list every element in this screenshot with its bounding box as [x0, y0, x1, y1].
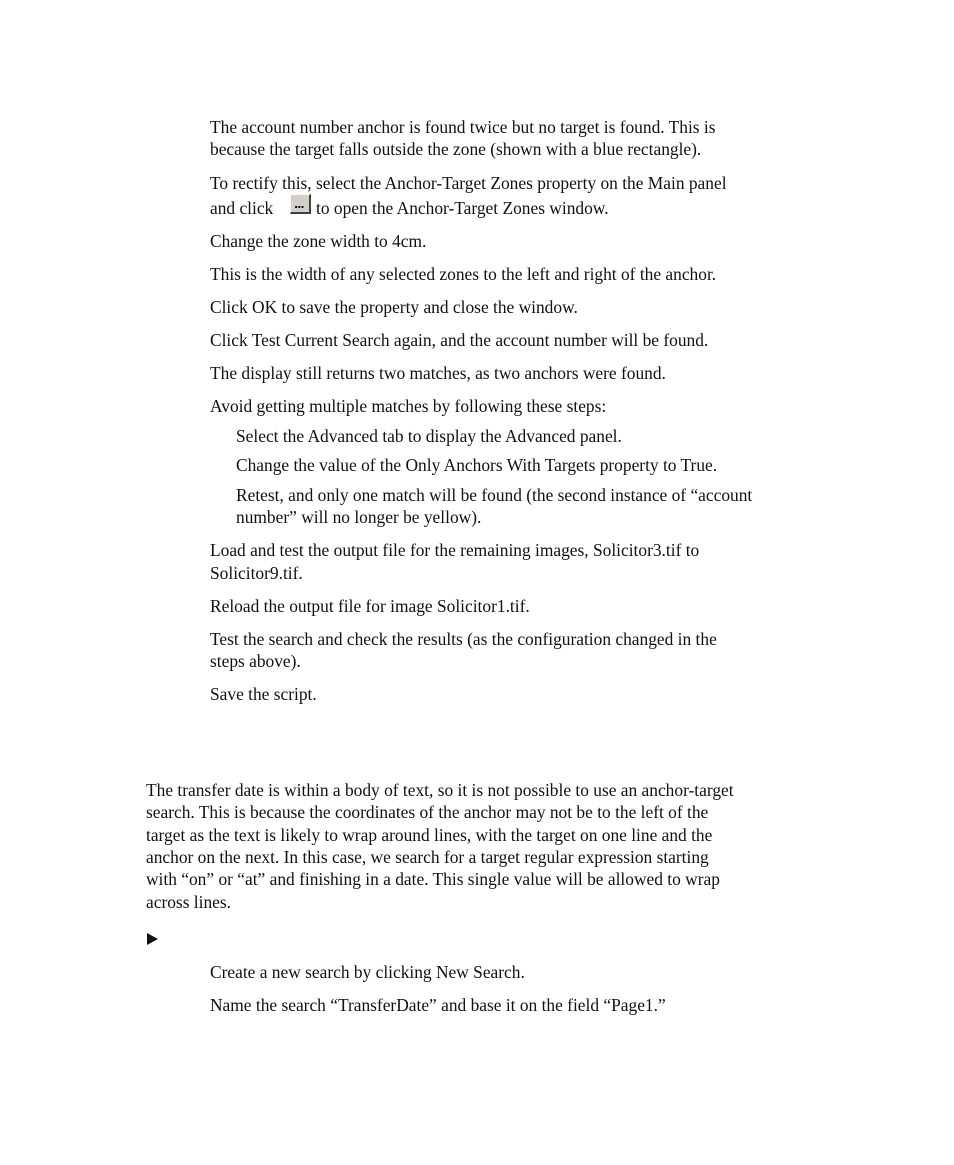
step-text: Avoid getting multiple matches by following these steps: — [210, 396, 607, 416]
intro-paragraph-line: with “on” or “at” and finishing in a date. This single value will be allowed to wrap — [146, 869, 720, 889]
step-text: Test the search and check the results (as the configuration changed in the — [210, 629, 717, 649]
step-text: The display still returns two matches, as two anchors were found. — [210, 363, 666, 383]
intro-paragraph-line: across lines. — [146, 892, 232, 912]
intro-paragraph-line: search. This is because the coordinates of the anchor may not be to the left of the — [146, 802, 709, 822]
substep-text: number” will no longer be yellow). — [236, 507, 482, 527]
step-text: Load and test the output file for the remaining images, Solicitor3.tif to — [210, 540, 700, 560]
step-text: This is the width of any selected zones to the left and right of the anchor. — [210, 264, 717, 284]
intro-paragraph-line: anchor on the next. In this case, we search for a target regular expression starting — [146, 847, 709, 867]
intro-paragraph-line: target as the text is likely to wrap around lines, with the target on one line and the — [146, 825, 713, 845]
ellipsis-dots: ... — [294, 198, 304, 211]
substep-text: Select the Advanced tab to display the Advanced panel. — [236, 426, 622, 446]
step-text: Reload the output file for image Solicitor1.tif. — [210, 596, 530, 616]
substep-text: Retest, and only one match will be found (the second instance of “account — [236, 485, 753, 505]
step-text: steps above). — [210, 651, 301, 671]
step-text: Click Test Current Search again, and the account number will be found. — [210, 330, 709, 350]
step-text: Change the zone width to 4cm. — [210, 231, 427, 251]
step-text: The account number anchor is found twice but no target is found. This is — [210, 117, 716, 137]
intro-paragraph-line: The transfer date is within a body of text, so it is not possible to use an anchor-target — [146, 780, 734, 800]
step-text: To rectify this, select the Anchor-Target Zones property on the Main panel — [210, 173, 727, 193]
ellipsis-button-icon — [290, 194, 311, 214]
step-text: because the target falls outside the zone (shown with a blue rectangle). — [210, 139, 702, 159]
step-text: Solicitor9.tif. — [210, 563, 303, 583]
step-text: Create a new search by clicking New Search. — [210, 962, 525, 982]
substep-text: Change the value of the Only Anchors With Targets property to True. — [236, 455, 718, 475]
step-text: Name the search “TransferDate” and base it on the field “Page1.” — [210, 995, 666, 1015]
triangle-right-icon — [147, 933, 158, 945]
step-text: Save the script. — [210, 684, 317, 704]
step-text: and click — [210, 198, 274, 218]
step-text: to open the Anchor-Target Zones window. — [316, 198, 609, 218]
step-text: Click OK to save the property and close the window. — [210, 297, 578, 317]
